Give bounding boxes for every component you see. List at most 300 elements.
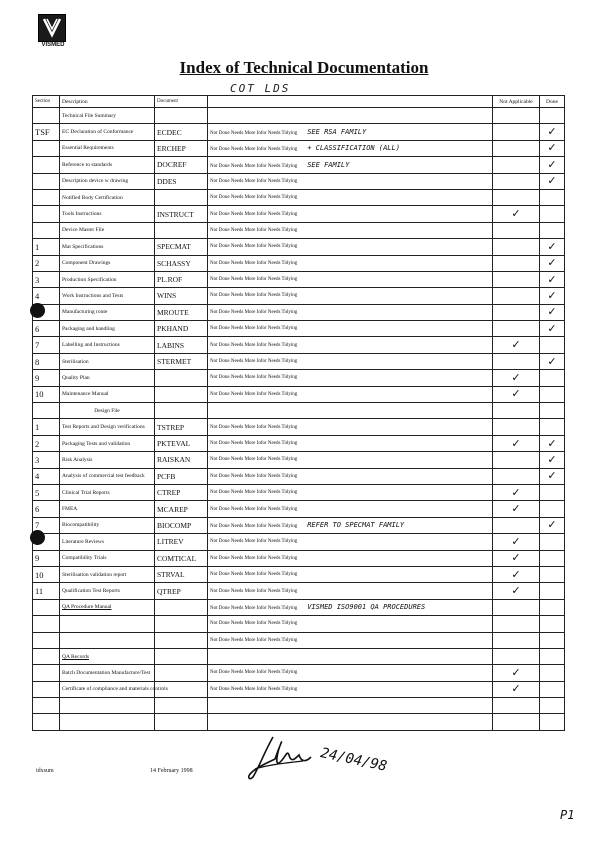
description-cell: Packaging and handling <box>60 321 155 337</box>
status-cell <box>208 206 493 222</box>
description-cell: Manufacturing route <box>60 304 155 320</box>
description-cell <box>60 632 155 648</box>
check-mark-icon: ✓ <box>547 272 557 286</box>
status-options: Not Done Needs More Infor Needs Tidying <box>210 293 298 299</box>
section-cell: 1 <box>33 419 60 435</box>
done-cell <box>540 108 565 124</box>
document-code-cell: RAISKAN <box>155 452 208 468</box>
done-cell <box>540 255 565 271</box>
not-applicable-cell <box>493 321 540 337</box>
done-cell <box>540 189 565 205</box>
document-code-cell: PCFB <box>155 468 208 484</box>
header-section: Section <box>33 96 60 108</box>
page-number: P1 <box>560 808 575 822</box>
status-cell <box>208 452 493 468</box>
not-applicable-cell <box>493 288 540 304</box>
header-description: Description <box>60 96 155 108</box>
not-applicable-cell <box>493 239 540 255</box>
vismed-logo <box>38 14 68 54</box>
description-cell <box>60 616 155 632</box>
done-cell <box>540 698 565 714</box>
table-row <box>33 419 565 435</box>
done-cell <box>540 173 565 189</box>
done-cell <box>540 681 565 697</box>
description-cell: Essential Requirements <box>60 140 155 156</box>
description-cell: Batch Documentation Manufacture/Test <box>60 665 155 681</box>
not-applicable-cell <box>493 157 540 173</box>
section-cell: 3 <box>33 452 60 468</box>
status-options: Not Done Needs More Infor Needs Tidying <box>210 457 298 463</box>
logo-mark-icon <box>38 14 66 42</box>
section-cell: 10 <box>33 386 60 402</box>
status-cell <box>208 189 493 205</box>
status-options: Not Done Needs More Infor Needs Tidying <box>210 524 298 530</box>
header-not-applicable: Not Applicable <box>493 96 540 108</box>
document-code-cell: INSTRUCT <box>155 206 208 222</box>
done-cell <box>540 501 565 517</box>
table-header-row <box>33 96 565 108</box>
check-mark-icon: ✓ <box>511 207 521 221</box>
status-cell <box>208 370 493 386</box>
description-cell: Test Reports and Design verifications <box>60 419 155 435</box>
section-cell <box>33 714 60 730</box>
table-row <box>33 189 565 205</box>
section-cell <box>33 206 60 222</box>
section-cell <box>33 403 60 419</box>
done-cell <box>540 632 565 648</box>
check-mark-icon: ✓ <box>547 141 557 155</box>
not-applicable-cell <box>493 222 540 238</box>
not-applicable-cell <box>493 403 540 419</box>
description-cell: QA Procedure Manual <box>60 599 155 615</box>
status-cell <box>208 550 493 566</box>
not-applicable-cell <box>493 566 540 582</box>
status-options: Not Done Needs More Infor Needs Tidying <box>210 686 298 692</box>
handwritten-note: VISMED ISO9001 QA PROCEDURES <box>307 603 426 612</box>
document-code-cell: QTREP <box>155 583 208 599</box>
status-options: Not Done Needs More Infor Needs Tidying <box>210 555 298 561</box>
table-row <box>33 222 565 238</box>
done-cell <box>540 534 565 550</box>
description-cell: Sterilisation validation report <box>60 566 155 582</box>
description-cell: Analysis of commercial test feedback <box>60 468 155 484</box>
section-cell <box>33 698 60 714</box>
done-cell <box>540 288 565 304</box>
description-cell <box>60 698 155 714</box>
status-cell <box>208 714 493 730</box>
not-applicable-cell <box>493 189 540 205</box>
not-applicable-cell <box>493 550 540 566</box>
status-options: Not Done Needs More Infor Needs Tidying <box>210 588 298 594</box>
signature <box>245 733 320 783</box>
description-cell: Work Instructions and Tests <box>60 288 155 304</box>
description-cell: Reference to standards <box>60 157 155 173</box>
page-title: Index of Technical Documentation <box>179 58 429 77</box>
done-cell <box>540 452 565 468</box>
status-options: Not Done Needs More Infor Needs Tidying <box>210 375 298 381</box>
status-options: Not Done Needs More Infor Needs Tidying <box>210 163 298 169</box>
table-row <box>33 648 565 664</box>
not-applicable-cell <box>493 206 540 222</box>
not-applicable-cell <box>493 484 540 500</box>
check-mark-icon: ✓ <box>547 469 557 483</box>
status-cell <box>208 386 493 402</box>
section-cell: 9 <box>33 370 60 386</box>
status-options: Not Done Needs More Infor Needs Tidying <box>210 131 298 137</box>
section-cell: 11 <box>33 583 60 599</box>
table-row <box>33 550 565 566</box>
status-cell <box>208 337 493 353</box>
table-row <box>33 435 565 451</box>
hole-punch-mark <box>30 303 45 318</box>
description-cell: Risk Analysis <box>60 452 155 468</box>
section-cell <box>33 108 60 124</box>
handwritten-note: SEE FAMILY <box>307 160 350 169</box>
status-options: Not Done Needs More Infor Needs Tidying <box>210 490 298 496</box>
section-cell: 2 <box>33 435 60 451</box>
handwritten-note: + CLASSIFICATION (ALL) <box>307 144 400 153</box>
document-code-cell: SCHASSY <box>155 255 208 271</box>
table-row <box>33 353 565 369</box>
document-code-cell: PL.ROF <box>155 271 208 287</box>
document-code-cell: PKTEVAL <box>155 435 208 451</box>
done-cell <box>540 353 565 369</box>
status-cell <box>208 108 493 124</box>
table-row <box>33 173 565 189</box>
status-cell <box>208 665 493 681</box>
header-document: Document <box>155 96 208 108</box>
header-status <box>208 96 493 108</box>
description-cell: Qualification Test Reports <box>60 583 155 599</box>
done-cell <box>540 583 565 599</box>
check-mark-icon: ✓ <box>547 256 557 270</box>
section-cell: 3 <box>33 271 60 287</box>
document-code-cell <box>155 616 208 632</box>
document-code-cell: STRVAL <box>155 566 208 582</box>
check-mark-icon: ✓ <box>511 370 521 384</box>
done-cell <box>540 206 565 222</box>
status-cell <box>208 566 493 582</box>
status-options: Not Done Needs More Infor Needs Tidying <box>210 391 298 397</box>
section-cell <box>33 632 60 648</box>
description-cell: Quality Plan <box>60 370 155 386</box>
description-cell: Device Master File <box>60 222 155 238</box>
check-mark-icon: ✓ <box>511 534 521 548</box>
not-applicable-cell <box>493 517 540 533</box>
done-cell <box>540 271 565 287</box>
check-mark-icon: ✓ <box>511 338 521 352</box>
check-mark-icon: ✓ <box>511 665 521 679</box>
status-cell <box>208 501 493 517</box>
section-cell <box>33 173 60 189</box>
status-cell <box>208 698 493 714</box>
section-cell <box>33 616 60 632</box>
check-mark-icon: ✓ <box>547 452 557 466</box>
done-cell <box>540 550 565 566</box>
not-applicable-cell <box>493 304 540 320</box>
section-cell <box>33 681 60 697</box>
status-cell <box>208 517 493 533</box>
document-code-cell: MCAREP <box>155 501 208 517</box>
description-cell: Tools Instructions <box>60 206 155 222</box>
document-code-cell: LABINS <box>155 337 208 353</box>
document-code-cell: LITREV <box>155 534 208 550</box>
document-code-cell: STERMET <box>155 353 208 369</box>
done-cell <box>540 386 565 402</box>
status-cell <box>208 222 493 238</box>
document-code-cell <box>155 632 208 648</box>
status-cell <box>208 435 493 451</box>
status-cell <box>208 173 493 189</box>
done-cell <box>540 599 565 615</box>
document-code-cell <box>155 599 208 615</box>
table-row <box>33 698 565 714</box>
document-code-cell <box>155 714 208 730</box>
status-options: Not Done Needs More Infor Needs Tidying <box>210 195 298 201</box>
section-cell: 8 <box>33 353 60 369</box>
handwritten-header: COT LDS <box>230 82 291 95</box>
check-mark-icon: ✓ <box>511 485 521 499</box>
not-applicable-cell <box>493 632 540 648</box>
section-cell: 4 <box>33 468 60 484</box>
section-cell: TSF <box>33 124 60 140</box>
status-options: Not Done Needs More Infor Needs Tidying <box>210 473 298 479</box>
done-cell <box>540 648 565 664</box>
handwritten-date: 24/04/98 <box>319 745 389 775</box>
status-cell <box>208 124 493 140</box>
done-cell <box>540 517 565 533</box>
document-code-cell <box>155 698 208 714</box>
not-applicable-cell <box>493 108 540 124</box>
description-cell: Labelling and Instructions <box>60 337 155 353</box>
document-code-cell: TSTREP <box>155 419 208 435</box>
status-options: Not Done Needs More Infor Needs Tidying <box>210 277 298 283</box>
check-mark-icon: ✓ <box>511 436 521 450</box>
done-cell <box>540 714 565 730</box>
table-row <box>33 632 565 648</box>
check-mark-icon: ✓ <box>511 682 521 696</box>
status-cell <box>208 403 493 419</box>
status-cell <box>208 648 493 664</box>
section-cell <box>33 189 60 205</box>
status-options: Not Done Needs More Infor Needs Tidying <box>210 606 298 612</box>
document-code-cell <box>155 222 208 238</box>
done-cell <box>540 566 565 582</box>
handwritten-note: REFER TO SPECMAT FAMILY <box>307 521 405 530</box>
table-row <box>33 157 565 173</box>
status-cell <box>208 419 493 435</box>
description-cell: Mat Specifications <box>60 239 155 255</box>
not-applicable-cell <box>493 255 540 271</box>
not-applicable-cell <box>493 501 540 517</box>
table-row <box>33 534 565 550</box>
status-options: Not Done Needs More Infor Needs Tidying <box>210 424 298 430</box>
document-code-cell: DDES <box>155 173 208 189</box>
status-options: Not Done Needs More Infor Needs Tidying <box>210 359 298 365</box>
table-row <box>33 124 565 140</box>
done-cell <box>540 468 565 484</box>
document-code-cell <box>155 189 208 205</box>
done-cell <box>540 124 565 140</box>
table-row <box>33 583 565 599</box>
not-applicable-cell <box>493 386 540 402</box>
check-mark-icon: ✓ <box>547 354 557 368</box>
not-applicable-cell <box>493 419 540 435</box>
status-cell <box>208 321 493 337</box>
check-mark-icon: ✓ <box>547 436 557 450</box>
status-options: Not Done Needs More Infor Needs Tidying <box>210 309 298 315</box>
section-cell <box>33 648 60 664</box>
section-cell: 10 <box>33 566 60 582</box>
not-applicable-cell <box>493 140 540 156</box>
section-cell: 2 <box>33 255 60 271</box>
not-applicable-cell <box>493 698 540 714</box>
table-row <box>33 108 565 124</box>
table-row <box>33 206 565 222</box>
document-code-cell: SPECMAT <box>155 239 208 255</box>
table-row <box>33 271 565 287</box>
description-cell: Clinical Trial Reports <box>60 484 155 500</box>
done-cell <box>540 321 565 337</box>
check-mark-icon: ✓ <box>547 174 557 188</box>
logo-text: VISMED <box>41 42 65 48</box>
done-cell <box>540 304 565 320</box>
table-row <box>33 403 565 419</box>
document-code-cell <box>155 370 208 386</box>
description-cell <box>60 714 155 730</box>
table-row <box>33 386 565 402</box>
description-cell: Technical File Summary <box>60 108 155 124</box>
done-cell <box>540 665 565 681</box>
status-cell <box>208 534 493 550</box>
section-cell <box>33 665 60 681</box>
document-code-cell <box>155 386 208 402</box>
status-cell <box>208 288 493 304</box>
status-options: Not Done Needs More Infor Needs Tidying <box>210 244 298 250</box>
status-options: Not Done Needs More Infor Needs Tidying <box>210 147 298 153</box>
table-row <box>33 288 565 304</box>
document-code-cell: PKHAND <box>155 321 208 337</box>
not-applicable-cell <box>493 714 540 730</box>
check-mark-icon: ✓ <box>511 584 521 598</box>
status-cell <box>208 239 493 255</box>
description-cell: Description device w drawing <box>60 173 155 189</box>
document-code-cell <box>155 648 208 664</box>
footer-filename: idxsum <box>36 768 54 774</box>
document-code-cell: CTREP <box>155 484 208 500</box>
section-cell: 6 <box>33 501 60 517</box>
status-options: Not Done Needs More Infor Needs Tidying <box>210 637 298 643</box>
check-mark-icon: ✓ <box>511 387 521 401</box>
not-applicable-cell <box>493 583 540 599</box>
status-options: Not Done Needs More Infor Needs Tidying <box>210 342 298 348</box>
status-cell <box>208 157 493 173</box>
done-cell <box>540 403 565 419</box>
status-cell <box>208 484 493 500</box>
done-cell <box>540 337 565 353</box>
handwritten-note: SEE RSA FAMILY <box>307 128 367 137</box>
description-cell: Literature Reviews <box>60 534 155 550</box>
description-cell: Design File <box>60 403 155 419</box>
table-row <box>33 239 565 255</box>
table-row <box>33 501 565 517</box>
status-cell <box>208 599 493 615</box>
table-row <box>33 452 565 468</box>
table-row <box>33 370 565 386</box>
table-row <box>33 468 565 484</box>
section-cell: 1 <box>33 239 60 255</box>
done-cell <box>540 140 565 156</box>
table-row <box>33 140 565 156</box>
not-applicable-cell <box>493 271 540 287</box>
section-cell: 9 <box>33 550 60 566</box>
description-cell: FMEA <box>60 501 155 517</box>
status-cell <box>208 271 493 287</box>
check-mark-icon: ✓ <box>511 551 521 565</box>
done-cell <box>540 484 565 500</box>
table-row <box>33 321 565 337</box>
table-row <box>33 337 565 353</box>
table-row <box>33 714 565 730</box>
document-code-cell: BIOCOMP <box>155 517 208 533</box>
status-options: Not Done Needs More Infor Needs Tidying <box>210 178 298 184</box>
document-code-cell: DOCREF <box>155 157 208 173</box>
document-code-cell <box>155 665 208 681</box>
check-mark-icon: ✓ <box>547 518 557 532</box>
status-cell <box>208 353 493 369</box>
not-applicable-cell <box>493 468 540 484</box>
not-applicable-cell <box>493 337 540 353</box>
check-mark-icon: ✓ <box>511 502 521 516</box>
status-options: Not Done Needs More Infor Needs Tidying <box>210 260 298 266</box>
status-cell <box>208 304 493 320</box>
check-mark-icon: ✓ <box>547 239 557 253</box>
footer-date: 14 February 1998 <box>150 768 193 774</box>
not-applicable-cell <box>493 435 540 451</box>
table-row <box>33 616 565 632</box>
status-cell <box>208 583 493 599</box>
status-options: Not Done Needs More Infor Needs Tidying <box>210 670 298 676</box>
done-cell <box>540 370 565 386</box>
not-applicable-cell <box>493 599 540 615</box>
description-cell: Compatibility Trials <box>60 550 155 566</box>
status-options: Not Done Needs More Infor Needs Tidying <box>210 621 298 627</box>
table-row <box>33 681 565 697</box>
not-applicable-cell <box>493 665 540 681</box>
section-cell: 6 <box>33 321 60 337</box>
description-cell: Sterilisation <box>60 353 155 369</box>
section-cell: 7 <box>33 337 60 353</box>
hole-punch-mark <box>30 530 45 545</box>
not-applicable-cell <box>493 616 540 632</box>
table-row <box>33 517 565 533</box>
header-done: Done <box>540 96 565 108</box>
description-cell: Packaging Tests and validation <box>60 435 155 451</box>
not-applicable-cell <box>493 124 540 140</box>
status-cell <box>208 681 493 697</box>
table-row <box>33 484 565 500</box>
document-code-cell: ERCHEP <box>155 140 208 156</box>
not-applicable-cell <box>493 370 540 386</box>
section-cell <box>33 599 60 615</box>
description-cell: QA Records <box>60 648 155 664</box>
table-row <box>33 255 565 271</box>
document-code-cell: WINS <box>155 288 208 304</box>
status-cell <box>208 468 493 484</box>
section-cell <box>33 157 60 173</box>
table-row <box>33 566 565 582</box>
status-options: Not Done Needs More Infor Needs Tidying <box>210 211 298 217</box>
